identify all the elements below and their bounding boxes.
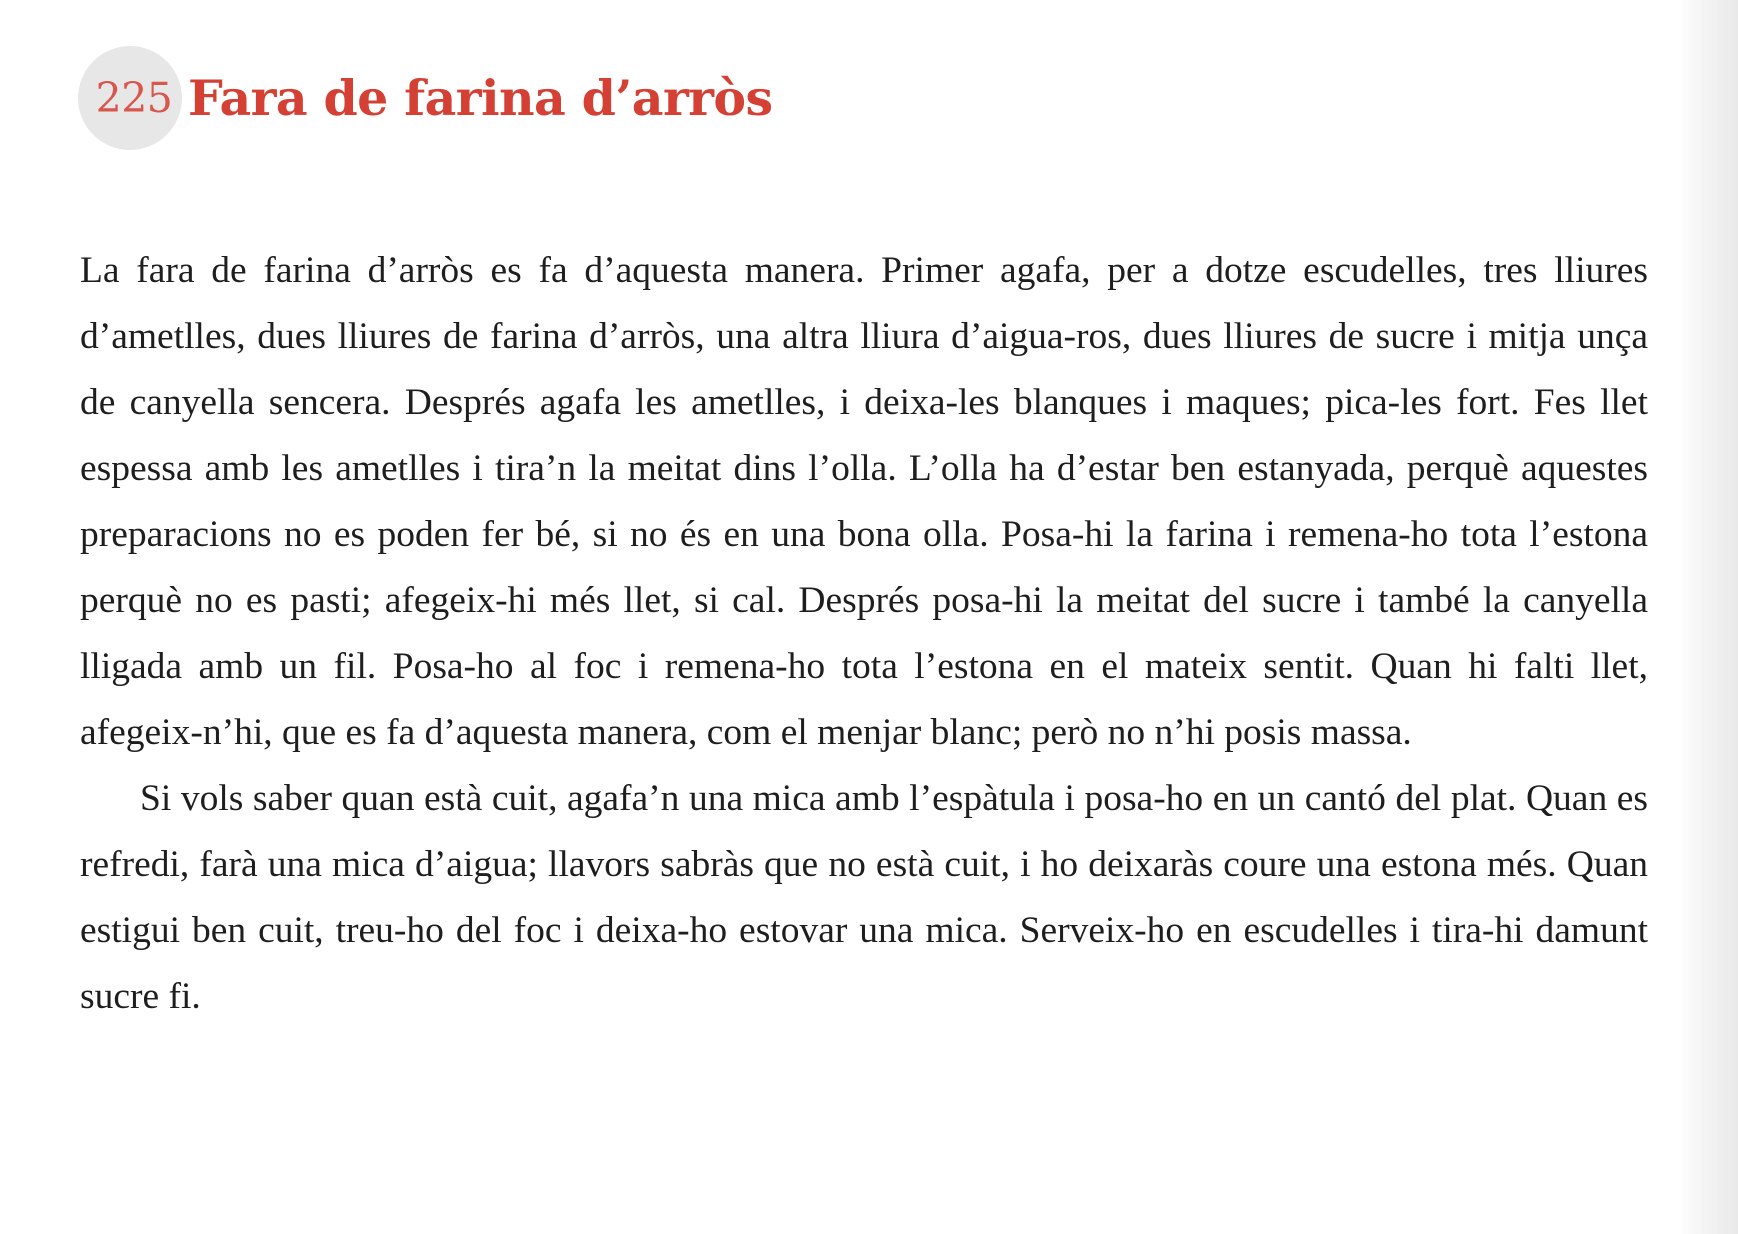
recipe-body bbox=[80, 238, 1648, 1030]
recipe-heading bbox=[78, 46, 772, 150]
recipe-paragraph: La fara de farina d’arròs es fa d’aquesta manera. Primer agafa, per a dotze escudelles, tres lliures d’ametlles, dues lliures de farina d’arròs, una altra lliura d’aigua-ros, dues lliures de sucre i mitja unça de canyella sencera. Després agafa les ametlles, i deixa-les blanques i maques; pica-les fort. Fes llet espessa amb les ametlles i tira’n la meitat dins l’olla. L’olla ha d’estar ben estanyada, perquè aquestes preparacions no es poden fer bé, si no és en una bona olla. Posa-hi la farina i remena-ho tota l’estona perquè no es pasti; afegeix-hi més llet, si cal. Després posa-hi la meitat del sucre i també la canyella lligada amb un fil. Posa-ho al foc i remena-ho tota l’estona en el mateix sentit. Quan hi falti llet, afegeix-n’hi, que es fa d’aquesta manera, com el menjar blanc; però no n’hi posis massa. bbox=[80, 250, 1648, 753]
page-edge-shadow bbox=[1678, 0, 1738, 1234]
recipe-title: Fara de farina d’arròs bbox=[188, 69, 773, 127]
recipe-paragraph: Si vols saber quan està cuit, agafa’n una mica amb l’espàtula i posa-ho en un cantó del plat. Quan es refredi, farà una mica d’aigua; llavors sabràs que no està cuit, i ho deixaràs coure una estona més. Quan estigui ben cuit, treu-ho del foc i deixa-ho estovar una mica. Serveix-ho en escudelles i tira-hi damunt sucre fi. bbox=[80, 778, 1648, 1017]
recipe-number-badge bbox=[78, 46, 182, 150]
recipe-number: 225 bbox=[95, 74, 173, 122]
